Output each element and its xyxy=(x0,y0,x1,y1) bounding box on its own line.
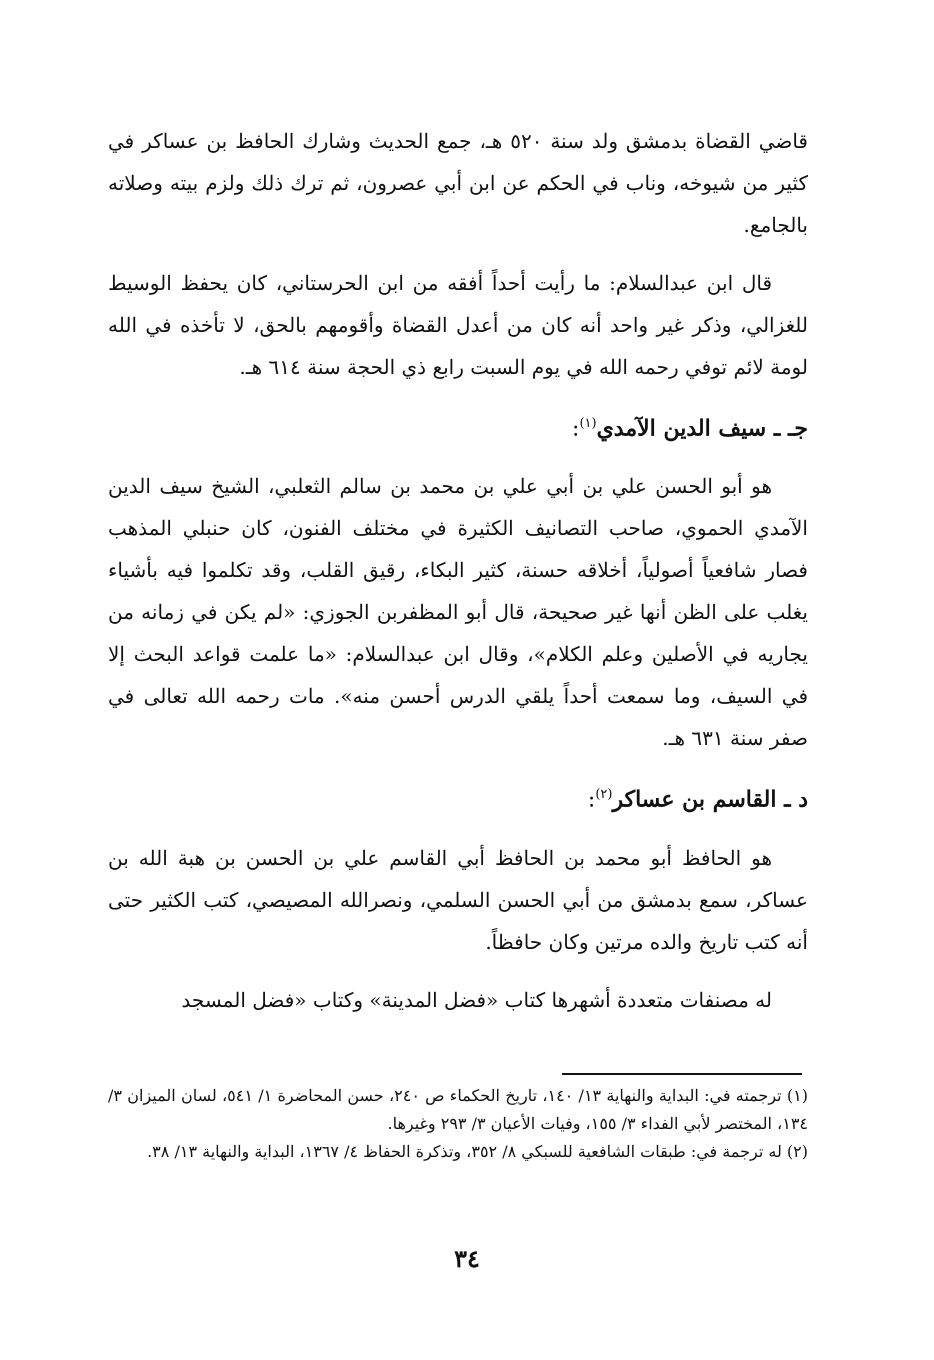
page-number: ٣٤ xyxy=(454,1244,480,1273)
footnotes xyxy=(108,1082,808,1166)
paragraph-3: هو أبو الحسن علي بن أبي علي بن محمد بن سالم الثعلبي، الشيخ سيف الدين الآمدي الحموي، صاحب التصانيف الكثيرة في مختلف الفنون، كان حنبلي المذهب فصار شافعياً أصولياً، أخلاقه حسنة، كثير البكاء، رقيق القلب، وقد تكلموا فيه بأشياء يغلب على الظن أنها غير صحيحة، قال أبو المظفربن الجوزي: «لم يكن في زمانه من يجاريه في الأصلين وعلم الكلام»، وقال ابن عبدالسلام: «ما علمت قواعد البحث إلا في السيف، وما سمعت أحداً يلقي الدرس أحسن منه». مات رحمه الله تعالى في صفر سنة ٦٣١ هـ. xyxy=(108,474,809,751)
heading-d-text: د ـ القاسم بن عساكر xyxy=(612,786,808,813)
footnote-ref-2: (٢) xyxy=(595,787,613,803)
section-heading-d: د ـ القاسم بن عساكر$^{(٢)}$: xyxy=(587,786,808,813)
paragraph-1: قاضي القضاة بدمشق ولد سنة ٥٢٠ هـ، جمع الحديث وشارك الحافظ بن عساكر في كثير من شيوخه، وناب في الحكم عن ابن أبي عصرون، ثم ترك ذلك ولزم بيته وصلاته بالجامع. xyxy=(108,129,808,237)
main-text xyxy=(108,120,808,1021)
paragraph-5: له مصنفات متعددة أشهرها كتاب «فضل المدينة» وكتاب «فضل المسجد xyxy=(181,987,772,1012)
footnote-1: (١) ترجمته في: البداية والنهاية ١٣/ ١٤٠، تاريخ الحكماء ص ٢٤٠، حسن المحاضرة ١/ ٥٤١، لسان الميزان ٣/ ١٣٤، المختصر لأبي الفداء ٣/ ١٥٥، وفيات الأعيان ٣/ ٢٩٣ وغيرها. xyxy=(108,1086,808,1133)
footnote-ref-1: (١) xyxy=(579,416,597,431)
footnote-2: (٢) له ترجمة في: طبقات الشافعية للسبكي ٨/ ٣٥٢، وتذكرة الحفاظ ٤/ ١٣٦٧، البداية والنهاية ١٣/ ٣٨. xyxy=(147,1142,808,1161)
footnote-divider xyxy=(562,1073,802,1075)
paragraph-4: هو الحافظ أبو محمد بن الحافظ أبي القاسم علي بن الحسن بن هبة الله بن عساكر، سمع بدمشق من أبي الحسن السلمي، ونصرالله المصيصي، كتب الكثير حتى أنه كتب تاريخ والده مرتين وكان حافظاً. xyxy=(108,845,808,954)
heading-c-text: جـ ـ سيف الدين الآمدي xyxy=(596,415,808,442)
section-heading-c: جـ ـ سيف الدين الآمدي$^{(١)}$: xyxy=(572,415,808,442)
paragraph-2: قال ابن عبدالسلام: ما رأيت أحداً أفقه من ابن الحرستاني، كان يحفظ الوسيط للغزالي، وذكر غير واحد أنه كان من أعدل القضاة وأقومهم بالحق، لا تأخذه في الله لومة لائم توفي رحمه الله في يوم السبت رابع ذي الحجة سنة ٦١٤ هـ. xyxy=(108,271,808,379)
